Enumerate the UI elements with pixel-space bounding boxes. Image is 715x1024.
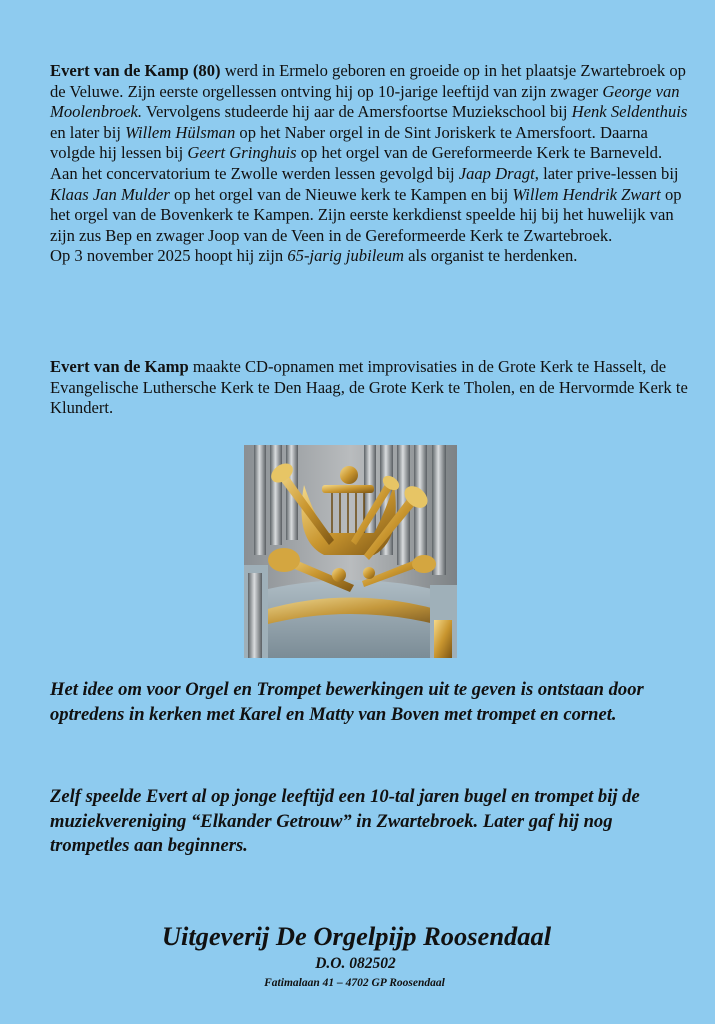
bio-text-10: als organist te herdenken. — [403, 246, 578, 266]
recordings-text: maakte CD-opnamen met improvisaties in de Grote Kerk te Hasselt, de Evangelische Luthersche Kerk te Den Haag, de Grote Kerk te Tholen, en de Hervormde Kerk te Klundert. — [50, 357, 688, 418]
artist-name-2: Evert van de Kamp — [50, 357, 189, 376]
bio-text-9: Op 3 november 2025 hoopt hij zijn — [50, 246, 288, 266]
teacher-name-4: Geert Gringhuis — [187, 143, 297, 163]
bio-text-1: werd in Ermelo geboren en groeide op in het plaatsje Zwartebroek op de Veluwe. Zijn eerste orgellessen ontving hij op 10-jarige leeftijd van zijn zwager — [50, 61, 686, 101]
highlight-paragraph-2: Zelf speelde Evert al op jonge leeftijd een 10-tal jaren bugel en trompet bij de muziekvereniging “Elkander Getrouw” in Zwartebroek. Later gaf hij nog trompetles aan beginners. — [50, 786, 640, 856]
bio-text-6: , later prive-lessen bij — [534, 163, 679, 183]
teacher-name-3: Willem Hülsman — [125, 122, 236, 142]
organ-trumpets-photo — [244, 445, 457, 658]
bio-text-3: en later bij — [50, 122, 126, 142]
bio-text-7: op het orgel van de Nieuwe kerk te Kampen en bij — [169, 184, 513, 204]
artist-name: Evert van de Kamp (80) — [50, 61, 221, 80]
bio-text-4: op het Naber orgel in de Sint Joriskerk te Amersfoort. Daarna volgde hij lessen bij — [50, 122, 648, 163]
teacher-name-7: Willem Hendrik Zwart — [512, 184, 661, 204]
highlight-paragraph-1: Het idee om voor Orgel en Trompet bewerkingen uit te geven is ontstaan door optredens in kerken met Karel en Matty van Boven met trompet en cornet. — [50, 679, 644, 725]
teacher-name-6: Klaas Jan Mulder — [50, 184, 170, 204]
bio-text-2: Vervolgens studeerde hij aar de Amersfoortse Muziekschool bij — [142, 102, 572, 122]
catalog-code: D.O. 082502 — [315, 955, 396, 972]
teacher-name-2: Henk Seldenthuis — [571, 102, 688, 122]
publisher-name: Uitgeverij De Orgelpijp Roosendaal — [161, 921, 552, 951]
bio-text-5: op het orgel van de Gereformeerde Kerk te Barneveld. Aan het concervatorium te Zwolle werden lessen gevolgd bij — [50, 143, 663, 183]
publisher-address: Fatimalaan 41 – 4702 GP Roosendaal — [264, 977, 445, 989]
teacher-name-5: Jaap Dragt — [458, 163, 535, 183]
bio-text-8: op het orgel van de Bovenkerk te Kampen. Zijn eerste kerkdienst speelde hij bij het huwelijk van zijn zus Bep en zwager Joop van de Veen in de Gereformeerde Kerk te Zwartebroek. — [50, 184, 682, 245]
recordings-paragraph — [50, 357, 690, 419]
jubilee-text: 65-jarig jubileum — [287, 246, 404, 266]
teacher-name-1: George van Moolenbroek. — [50, 81, 680, 122]
biography-paragraph — [50, 61, 690, 267]
